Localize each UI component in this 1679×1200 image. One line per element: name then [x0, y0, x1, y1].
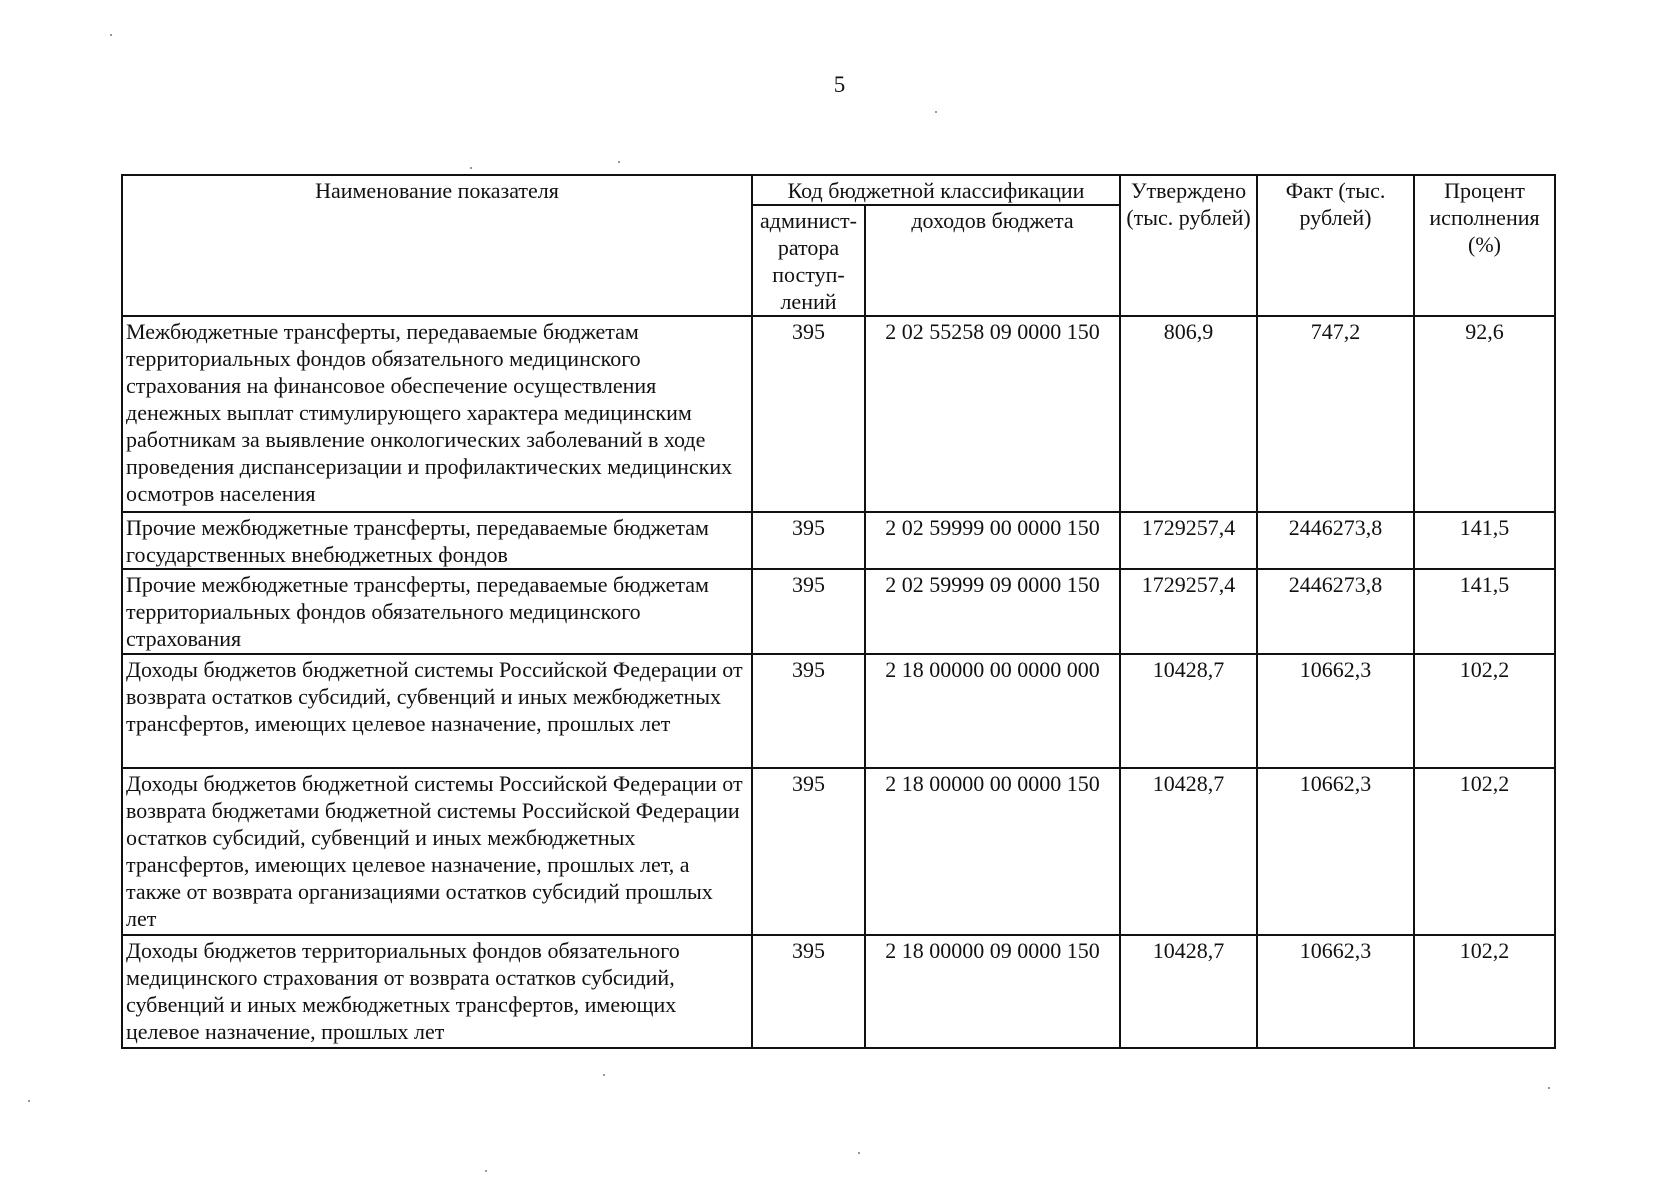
row-fact: 2446273,8: [1257, 512, 1414, 569]
row-approved: 1729257,4: [1120, 512, 1257, 569]
header-code-group: Код бюджетной классификации: [752, 175, 1120, 205]
row-fact: 747,2: [1257, 316, 1414, 512]
header-name: Наименование показателя: [122, 175, 752, 316]
row-approved: 1729257,4: [1120, 569, 1257, 654]
row-name: Прочие межбюджетные трансферты, передаваемые бюджетам государственных внебюджетных фондов: [122, 512, 752, 569]
row-code: 2 18 00000 00 0000 000: [865, 654, 1120, 768]
scan-speck: [1548, 1087, 1550, 1089]
table-row: [122, 768, 1555, 935]
row-admin: 395: [752, 316, 865, 512]
table-row: [122, 512, 1555, 569]
budget-execution-table: [121, 174, 1556, 1049]
header-fact: Факт (тыс. рублей): [1257, 175, 1414, 316]
row-admin: 395: [752, 569, 865, 654]
row-percent: 141,5: [1414, 512, 1555, 569]
table-row: [122, 316, 1555, 512]
row-approved: 806,9: [1120, 316, 1257, 512]
row-percent: 141,5: [1414, 569, 1555, 654]
row-admin: 395: [752, 654, 865, 768]
row-percent: 92,6: [1414, 316, 1555, 512]
row-approved: 10428,7: [1120, 935, 1257, 1048]
table-row: [122, 569, 1555, 654]
row-code: 2 18 00000 09 0000 150: [865, 935, 1120, 1048]
row-fact: 2446273,8: [1257, 569, 1414, 654]
row-code: 2 02 55258 09 0000 150: [865, 316, 1120, 512]
row-name: Доходы бюджетов территориальных фондов обязательного медицинского страхования от возврата остатков субсидий, субвенций и иных межбюджетных трансфертов, имеющих целевое назначение, прошлых лет: [122, 935, 752, 1048]
row-percent: 102,2: [1414, 654, 1555, 768]
scan-speck: [603, 1074, 605, 1076]
row-approved: 10428,7: [1120, 768, 1257, 935]
header-approved: Утверждено (тыс. рублей): [1120, 175, 1257, 316]
header-admin: админист-ратора поступ-лений: [752, 205, 865, 316]
scan-speck: [110, 34, 112, 36]
table-row: [122, 935, 1555, 1048]
row-name: Межбюджетные трансферты, передаваемые бюджетам территориальных фондов обязательного медицинского страхования на финансовое обеспечение осуществления денежных выплат стимулирующего характера медицинским работникам за выявление онкологических заболеваний в ходе проведения диспансеризации и профилактических медицинских осмотров населения: [122, 316, 752, 512]
row-admin: 395: [752, 512, 865, 569]
row-code: 2 02 59999 09 0000 150: [865, 569, 1120, 654]
scan-speck: [618, 161, 620, 163]
scan-speck: [28, 1100, 30, 1102]
row-name: Доходы бюджетов бюджетной системы Российской Федерации от возврата остатков субсидий, субвенций и иных межбюджетных трансфертов, имеющих целевое назначение, прошлых лет: [122, 654, 752, 768]
row-code: 2 02 59999 00 0000 150: [865, 512, 1120, 569]
row-admin: 395: [752, 935, 865, 1048]
scan-speck: [935, 111, 937, 113]
scan-speck: [485, 1170, 487, 1172]
row-admin: 395: [752, 768, 865, 935]
header-income-code: доходов бюджета: [865, 205, 1120, 316]
header-percent: Процент исполнения (%): [1414, 175, 1555, 316]
row-fact: 10662,3: [1257, 935, 1414, 1048]
scan-speck: [858, 1152, 860, 1154]
row-code: 2 18 00000 00 0000 150: [865, 768, 1120, 935]
scan-speck: [470, 167, 472, 169]
row-percent: 102,2: [1414, 768, 1555, 935]
row-name: Доходы бюджетов бюджетной системы Российской Федерации от возврата бюджетами бюджетной системы Российской Федерации остатков субсидий, субвенций и иных межбюджетных трансфертов, имеющих целевое назначение, прошлых лет, а также от возврата организациями остатков субсидий прошлых лет: [122, 768, 752, 935]
header-row-top: [122, 175, 1555, 205]
row-approved: 10428,7: [1120, 654, 1257, 768]
table-row: [122, 654, 1555, 768]
row-name: Прочие межбюджетные трансферты, передаваемые бюджетам территориальных фондов обязательного медицинского страхования: [122, 569, 752, 654]
row-percent: 102,2: [1414, 935, 1555, 1048]
page-number: 5: [833, 72, 846, 97]
row-fact: 10662,3: [1257, 654, 1414, 768]
row-fact: 10662,3: [1257, 768, 1414, 935]
